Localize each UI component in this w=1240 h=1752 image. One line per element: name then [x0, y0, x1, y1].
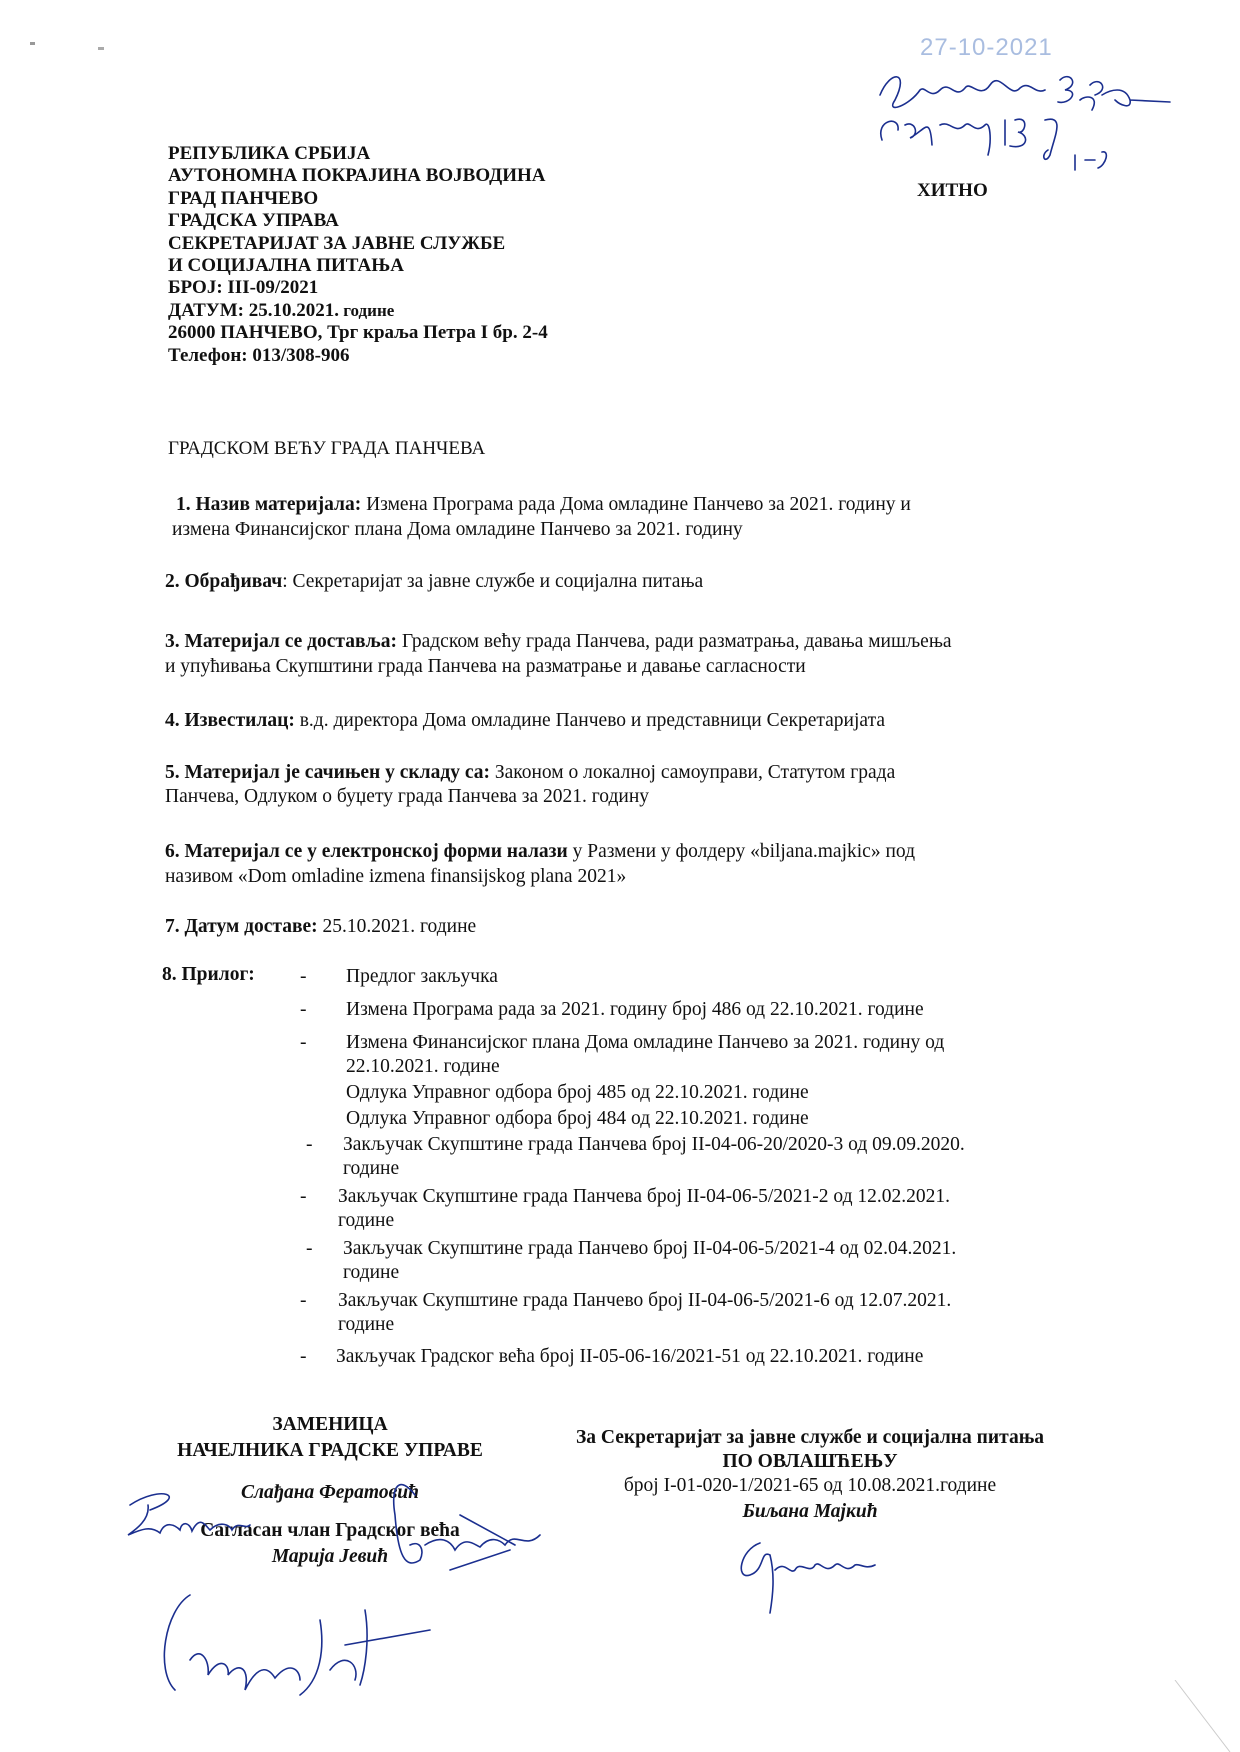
attachment-text: године — [343, 1261, 400, 1283]
item-label: 5. Материјал је сачињен у складу са: — [165, 762, 490, 783]
signatory-name: Биљана Мајкић — [742, 1501, 878, 1522]
item-delivery-date — [165, 915, 476, 939]
authorization-reference: број I-01-020-1/2021-65 од 10.08.2021.године — [623, 1475, 997, 1496]
bullet-dash: - — [300, 1186, 307, 1207]
attachment-text: године — [338, 1209, 395, 1231]
item-label: 6. Материјал се у електронској форми налази — [165, 841, 568, 862]
signatory-title: НАЧЕЛНИКА ГРАДСКЕ УПРАВЕ — [177, 1440, 483, 1461]
item-delivered-to — [165, 630, 952, 654]
attachment-item — [300, 998, 924, 1022]
attachment-item — [300, 1031, 944, 1078]
header-line: СЕКРЕТАРИЈАТ ЗА ЈАВНЕ СЛУЖБЕ — [168, 232, 506, 254]
attachment-text: Закључак Скупштине града Панчева број II-04-06-20/2020-3 од 09.09.2020. — [343, 1134, 965, 1155]
item-text: 25.10.2021. године — [317, 916, 477, 937]
issuer-header — [168, 143, 548, 367]
attachment-text: Измена Програма рада за 2021. годину број 486 од 22.10.2021. године — [346, 999, 924, 1020]
attachment-item — [300, 1185, 950, 1232]
recipient: ГРАДСКОМ ВЕЋУ ГРАДА ПАНЧЕВА — [168, 438, 486, 459]
item-label: 7. Датум доставе: — [165, 916, 318, 937]
item-delivered-to-cont: и упућивања Скупштини града Панчева на разматрање и давање сагласности — [165, 656, 806, 677]
urgent-label: ХИТНО — [917, 180, 988, 201]
header-line: ГРАДСКА УПРАВА — [168, 210, 339, 232]
bullet-dash: - — [306, 1134, 313, 1155]
signature-feratovic — [120, 1475, 540, 1575]
attachment-item — [306, 1133, 965, 1180]
received-stamp-date: 27-10-2021 — [920, 34, 1053, 61]
handwritten-note — [870, 60, 1190, 170]
item-legal-basis — [165, 761, 895, 785]
date-suffix: године — [339, 300, 395, 320]
attachment-item — [300, 1107, 809, 1131]
bullet-dash: - — [306, 1238, 313, 1259]
page-edge-line — [1170, 1680, 1240, 1752]
date-label: ДАТУМ: 25.10.2021. — [168, 299, 339, 321]
item-label: 3. Материјал се доставља: — [165, 631, 397, 652]
item-label: 2. Обрађивач — [165, 571, 283, 592]
attachment-item — [300, 965, 498, 989]
attachment-text: године — [338, 1313, 395, 1335]
item-text: Измена Програма рада Дома омладине Панчево за 2021. годину и — [361, 494, 911, 515]
item-material-name — [176, 493, 911, 517]
header-line: АУТОНОМНА ПОКРАЈИНА ВОЈВОДИНА — [168, 165, 546, 187]
item-electronic-form — [165, 840, 915, 864]
attachment-text: Предлог закључка — [346, 966, 498, 987]
attachment-text: Закључак Скупштине града Панчево број II-04-06-5/2021-6 од 12.07.2021. — [338, 1290, 952, 1311]
attachments-label — [162, 963, 255, 987]
item-electronic-form-cont: називом «Dom omladine izmena finansijskog plana 2021» — [165, 866, 627, 887]
item-label: 4. Известилац: — [165, 710, 295, 731]
signature-block-right — [530, 1425, 1090, 1525]
attachment-item — [306, 1237, 956, 1284]
signatory-title: ПО ОВЛАШЋЕЊУ — [722, 1451, 898, 1472]
bullet-dash: - — [300, 1032, 307, 1053]
header-line: ГРАД ПАНЧЕВО — [168, 187, 319, 209]
attachment-text: Закључак Градског већа број II-05-06-16/2021-51 од 22.10.2021. године — [336, 1346, 924, 1367]
attachment-item — [300, 1081, 809, 1105]
council-member-name: Марија Јевић — [271, 1546, 389, 1567]
attachment-text: 22.10.2021. године — [346, 1055, 500, 1077]
item-rapporteur — [165, 709, 885, 733]
document-number: БРОЈ: III-09/2021 — [168, 277, 319, 299]
attachment-text: Одлука Управног одбора број 484 од 22.10.2021. године — [346, 1108, 809, 1129]
bullet-dash: - — [300, 1346, 307, 1367]
attachment-item — [300, 1345, 923, 1369]
item-text: Градском већу града Панчева, ради разматрања, давања мишљења — [396, 631, 952, 652]
attachment-text: Измена Финансијског плана Дома омладине Панчево за 2021. годину од — [346, 1032, 945, 1053]
attachment-text: Закључак Скупштине града Панчева број II-04-06-5/2021-2 од 12.02.2021. — [338, 1186, 951, 1207]
item-text: в.д. директора Дома омладине Панчево и представници Секретаријата — [294, 710, 885, 731]
attachment-text: године — [343, 1157, 400, 1179]
bullet-dash: - — [300, 966, 307, 987]
signature-majkic — [735, 1535, 895, 1615]
bullet-dash: - — [300, 999, 307, 1020]
attachment-item — [300, 1289, 951, 1336]
item-text: Законом о локалној самоуправи, Статутом града — [489, 762, 896, 783]
signatory-name: Слађана Ферaтовић — [241, 1482, 419, 1503]
signatory-title: ЗАМЕНИЦА — [272, 1414, 388, 1435]
item-text: у Размени у фолдеру «biljana.majkic» под — [567, 841, 916, 862]
item-material-name-cont: измена Финансијског плана Дома омладине Панчево за 2021. годину — [172, 519, 743, 540]
header-line: И СОЦИЈАЛНА ПИТАЊА — [168, 255, 404, 277]
item-text: : Секретаријат за јавне службе и социјална питања — [282, 571, 704, 592]
document-date — [168, 300, 548, 322]
scan-speck — [30, 42, 35, 45]
header-line: РЕПУБЛИКА СРБИЈА — [168, 143, 371, 164]
item-legal-basis-cont: Панчева, Одлуком о буџету града Панчева за 2021. годину — [165, 786, 650, 807]
attachment-text: Одлука Управног одбора број 485 од 22.10.2021. године — [346, 1082, 809, 1103]
signatory-title: За Секретаријат за јавне службе и социјална питања — [576, 1427, 1044, 1448]
council-member-label: Сагласан члан Градског већа — [200, 1520, 460, 1541]
attachment-text: Закључак Скупштине града Панчево број II-04-06-5/2021-4 од 02.04.2021. — [343, 1238, 957, 1259]
address: 26000 ПАНЧЕВО, Трг краља Петра I бр. 2-4 — [168, 322, 548, 344]
item-label: 1. Назив материјала: — [176, 494, 362, 515]
signature-jevic — [150, 1590, 450, 1700]
phone: Телефон: 013/308-906 — [168, 344, 350, 366]
attachments-label-text: 8. Прилог: — [162, 964, 255, 985]
bullet-dash: - — [300, 1290, 307, 1311]
item-processor — [165, 570, 703, 594]
scan-speck — [98, 47, 104, 50]
